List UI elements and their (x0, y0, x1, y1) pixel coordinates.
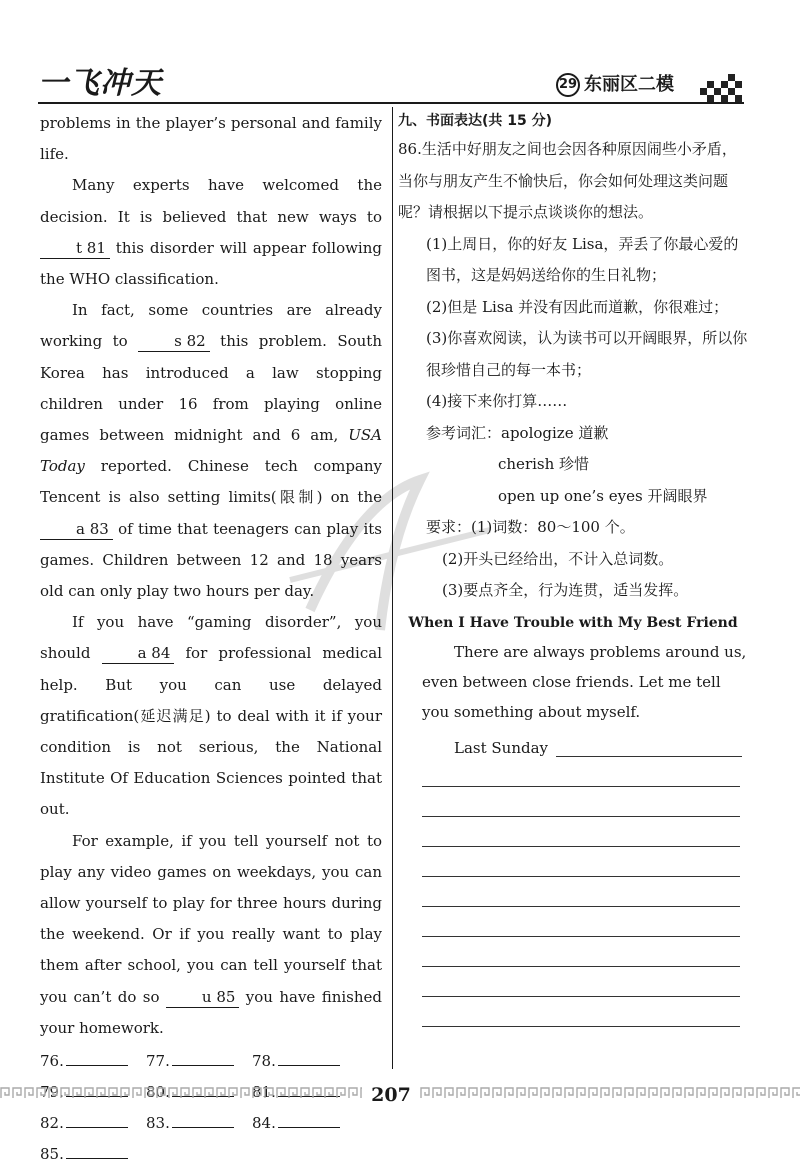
checker-pattern-icon (700, 74, 744, 102)
blank-82[interactable]: s 82 (138, 331, 210, 352)
exam-tag (556, 70, 674, 97)
writing-line[interactable] (422, 787, 740, 817)
exam-title: 东丽区二模 (584, 74, 674, 95)
requirement: (3)要点齐全，行为连贯，适当发挥。 (442, 581, 689, 599)
answer-row (40, 1139, 382, 1170)
answer-slot[interactable]: 83. (146, 1108, 252, 1139)
reading-passage (40, 108, 382, 1170)
section-title: 九、书面表达(共 15 分) (398, 113, 553, 129)
prompt-hint: (4)接下来你打算…… (426, 392, 568, 410)
answer-slot[interactable]: 78. (252, 1046, 358, 1077)
blank-85[interactable]: u 85 (166, 987, 240, 1008)
answer-slot[interactable]: 84. (252, 1108, 358, 1139)
answer-slot[interactable]: 76. (40, 1046, 146, 1077)
passage-paragraph: For example, if you tell yourself not to play any video games on weekdays, you can allow yourself to play for three hours during the weekend. Or if you really want to play them after school, you can tell yourself that you can’t do so u 85 you have finished your homework. (40, 831, 382, 1037)
prompt-hint: (3)你喜欢阅读，认为读书可以开阔眼界，所以你很珍惜自己的每一本书； (426, 329, 748, 379)
writing-line[interactable] (422, 997, 740, 1027)
essay-title: When I Have Trouble with My Best Friend (408, 614, 738, 631)
vocab-item: cherish 珍惜 (498, 455, 590, 473)
blank-83[interactable]: a 83 (40, 519, 113, 540)
writing-line[interactable] (422, 937, 740, 967)
answer-slot[interactable]: 82. (40, 1108, 146, 1139)
writing-prompt (398, 134, 748, 607)
answer-slot[interactable]: 77. (146, 1046, 252, 1077)
header-rule (38, 102, 744, 104)
passage-paragraph: Many experts have welcomed the decision. It is believed that new ways to t 81 this disorder will appear following the WHO classification. (40, 176, 382, 289)
vocab-item: open up one’s eyes 开阔眼界 (498, 486, 708, 505)
answer-grid (40, 1046, 382, 1170)
page-header (0, 0, 800, 112)
vocab-label: 参考词汇：apologize 道歉 (426, 423, 609, 442)
writing-line[interactable] (422, 877, 740, 907)
writing-line[interactable] (422, 907, 740, 937)
essay-start-words: Last Sunday (454, 738, 549, 757)
requirement: (2)开头已经给出，不计入总词数。 (442, 549, 674, 568)
passage-paragraph: In fact, some countries are already working to s 82 this problem. South Korea has introduced a law stopping children under 16 from playing online games between midnight and 6 am, USA Today reported. Chinese tech company Tencent is also setting limits(限制) on the a 83 of time that teenagers can play its games. Children between 12 and 18 years old can only play two hours per day. (40, 301, 382, 601)
writing-line[interactable] (422, 967, 740, 997)
answer-row (40, 1046, 382, 1077)
passage-paragraph: problems in the player’s personal and family life. (40, 114, 382, 164)
brand-logo: 一飞冲天 (38, 66, 162, 101)
requirement: 要求：(1)词数：80～100 个。 (426, 518, 635, 536)
passage-paragraph: If you have “gaming disorder”, you should a 84 for professional medical help. But you can use delayed gratification(延迟满足) to deal with it if your condition is not serious, the National Institute Of Education Sciences pointed that out. (40, 613, 382, 819)
exam-number: 29 (556, 73, 580, 97)
blank-84[interactable]: a 84 (102, 643, 175, 664)
essay-first-line[interactable] (422, 727, 748, 757)
answer-row (40, 1108, 382, 1139)
writing-section (398, 108, 748, 1027)
prompt-intro: 86.生活中好朋友之间也会因各种原因闹些小矛盾，当你与朋友产生不愉快后，你会如何处理这类问题呢？请根据以下提示点谈谈你的想法。 (398, 140, 737, 221)
answer-slot[interactable]: 85. (40, 1139, 146, 1170)
writing-line[interactable] (422, 847, 740, 877)
writing-line[interactable] (422, 817, 740, 847)
prompt-hint: (2)但是 Lisa 并没有因此而道歉，你很难过； (426, 297, 729, 316)
blank-81[interactable]: t 81 (40, 238, 110, 259)
page-number: 207 (362, 1080, 420, 1110)
prompt-hint: (1)上周日，你的好友 Lisa，弄丢了你最心爱的图书，这是妈妈送给你的生日礼物； (426, 234, 739, 284)
essay-opening: There are always problems around us, even between close friends. Let me tell you something about myself. (422, 642, 747, 721)
writing-line[interactable] (422, 757, 740, 787)
